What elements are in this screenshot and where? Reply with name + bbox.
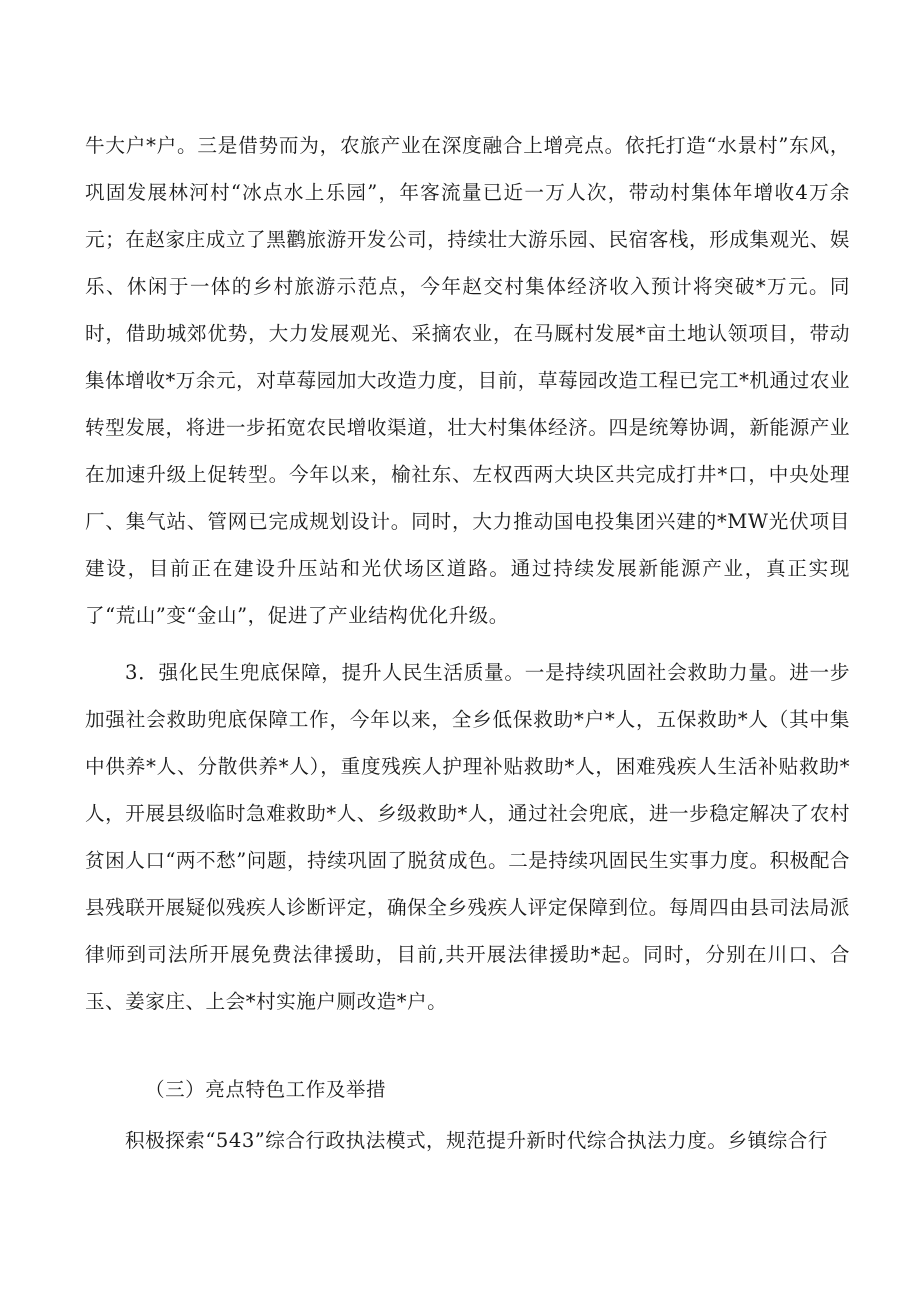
paragraph-livelihood: 3．强化民生兜底保障，提升人民生活质量。一是持续巩固社会救助力量。进一步加强社会救助兜底保障工作，今年以来，全乡低保救助*户*人，五保救助*人（其中集中供养*人、分散供养*人），重度残疾人护理补贴救助*人，困难残疾人生活补贴救助*人，开展县级临时急难救助*人、乡级救助*人，通过社会兜底，进一步稳定解决了农村贫困人口“两不愁”问题，持续巩固了脱贫成色。二是持续巩固民生实事力度。积极配合县残联开展疑似残疾人诊断评定，确保全乡残疾人评定保障到位。每周四由县司法局派律师到司法所开展免费法律援助，目前,共开展法律援助*起。同时，分别在川口、合玉、姜家庄、上会*村实施户厕改造*户。 <box>85 661 850 1013</box>
paragraph-industry: 牛大户*户。三是借势而为，农旅产业在深度融合上增亮点。依托打造“水景村”东风，巩固发展林河村“冰点水上乐园”，年客流量已近一万人次，带动村集体年增收4万余元；在赵家庄成立了黑鹳旅游开发公司，持续壮大游乐园、民宿客栈，形成集观光、娱乐、休闲于一体的乡村旅游示范点，今年赵交村集体经济收入预计将突破*万元。同时，借助城郊优势，大力发展观光、采摘农业，在马厩村发展*亩土地认领项目，带动集体增收*万余元，对草莓园加大改造力度，目前，草莓园改造工程已完工*机通过农业转型发展，将进一步拓宽农民增收渠道，壮大村集体经济。四是统筹协调，新能源产业在加速升级上促转型。今年以来，榆社东、左权西两大块区共完成打井*口，中央处理厂、集气站、管网已完成规划设计。同时，大力推动国电投集团兴建的*MW光伏项目建设，目前正在建设升压站和光伏场区道路。通过持续发展新能源产业，真正实现了“荒山”变“金山”，促进了产业结构优化升级。 <box>85 134 850 627</box>
section-heading-highlights: （三）亮点特色工作及举措 <box>145 1078 387 1101</box>
paragraph-enforcement: 积极探索“543”综合行政执法模式，规范提升新时代综合执法力度。乡镇综合行 <box>125 1129 828 1152</box>
